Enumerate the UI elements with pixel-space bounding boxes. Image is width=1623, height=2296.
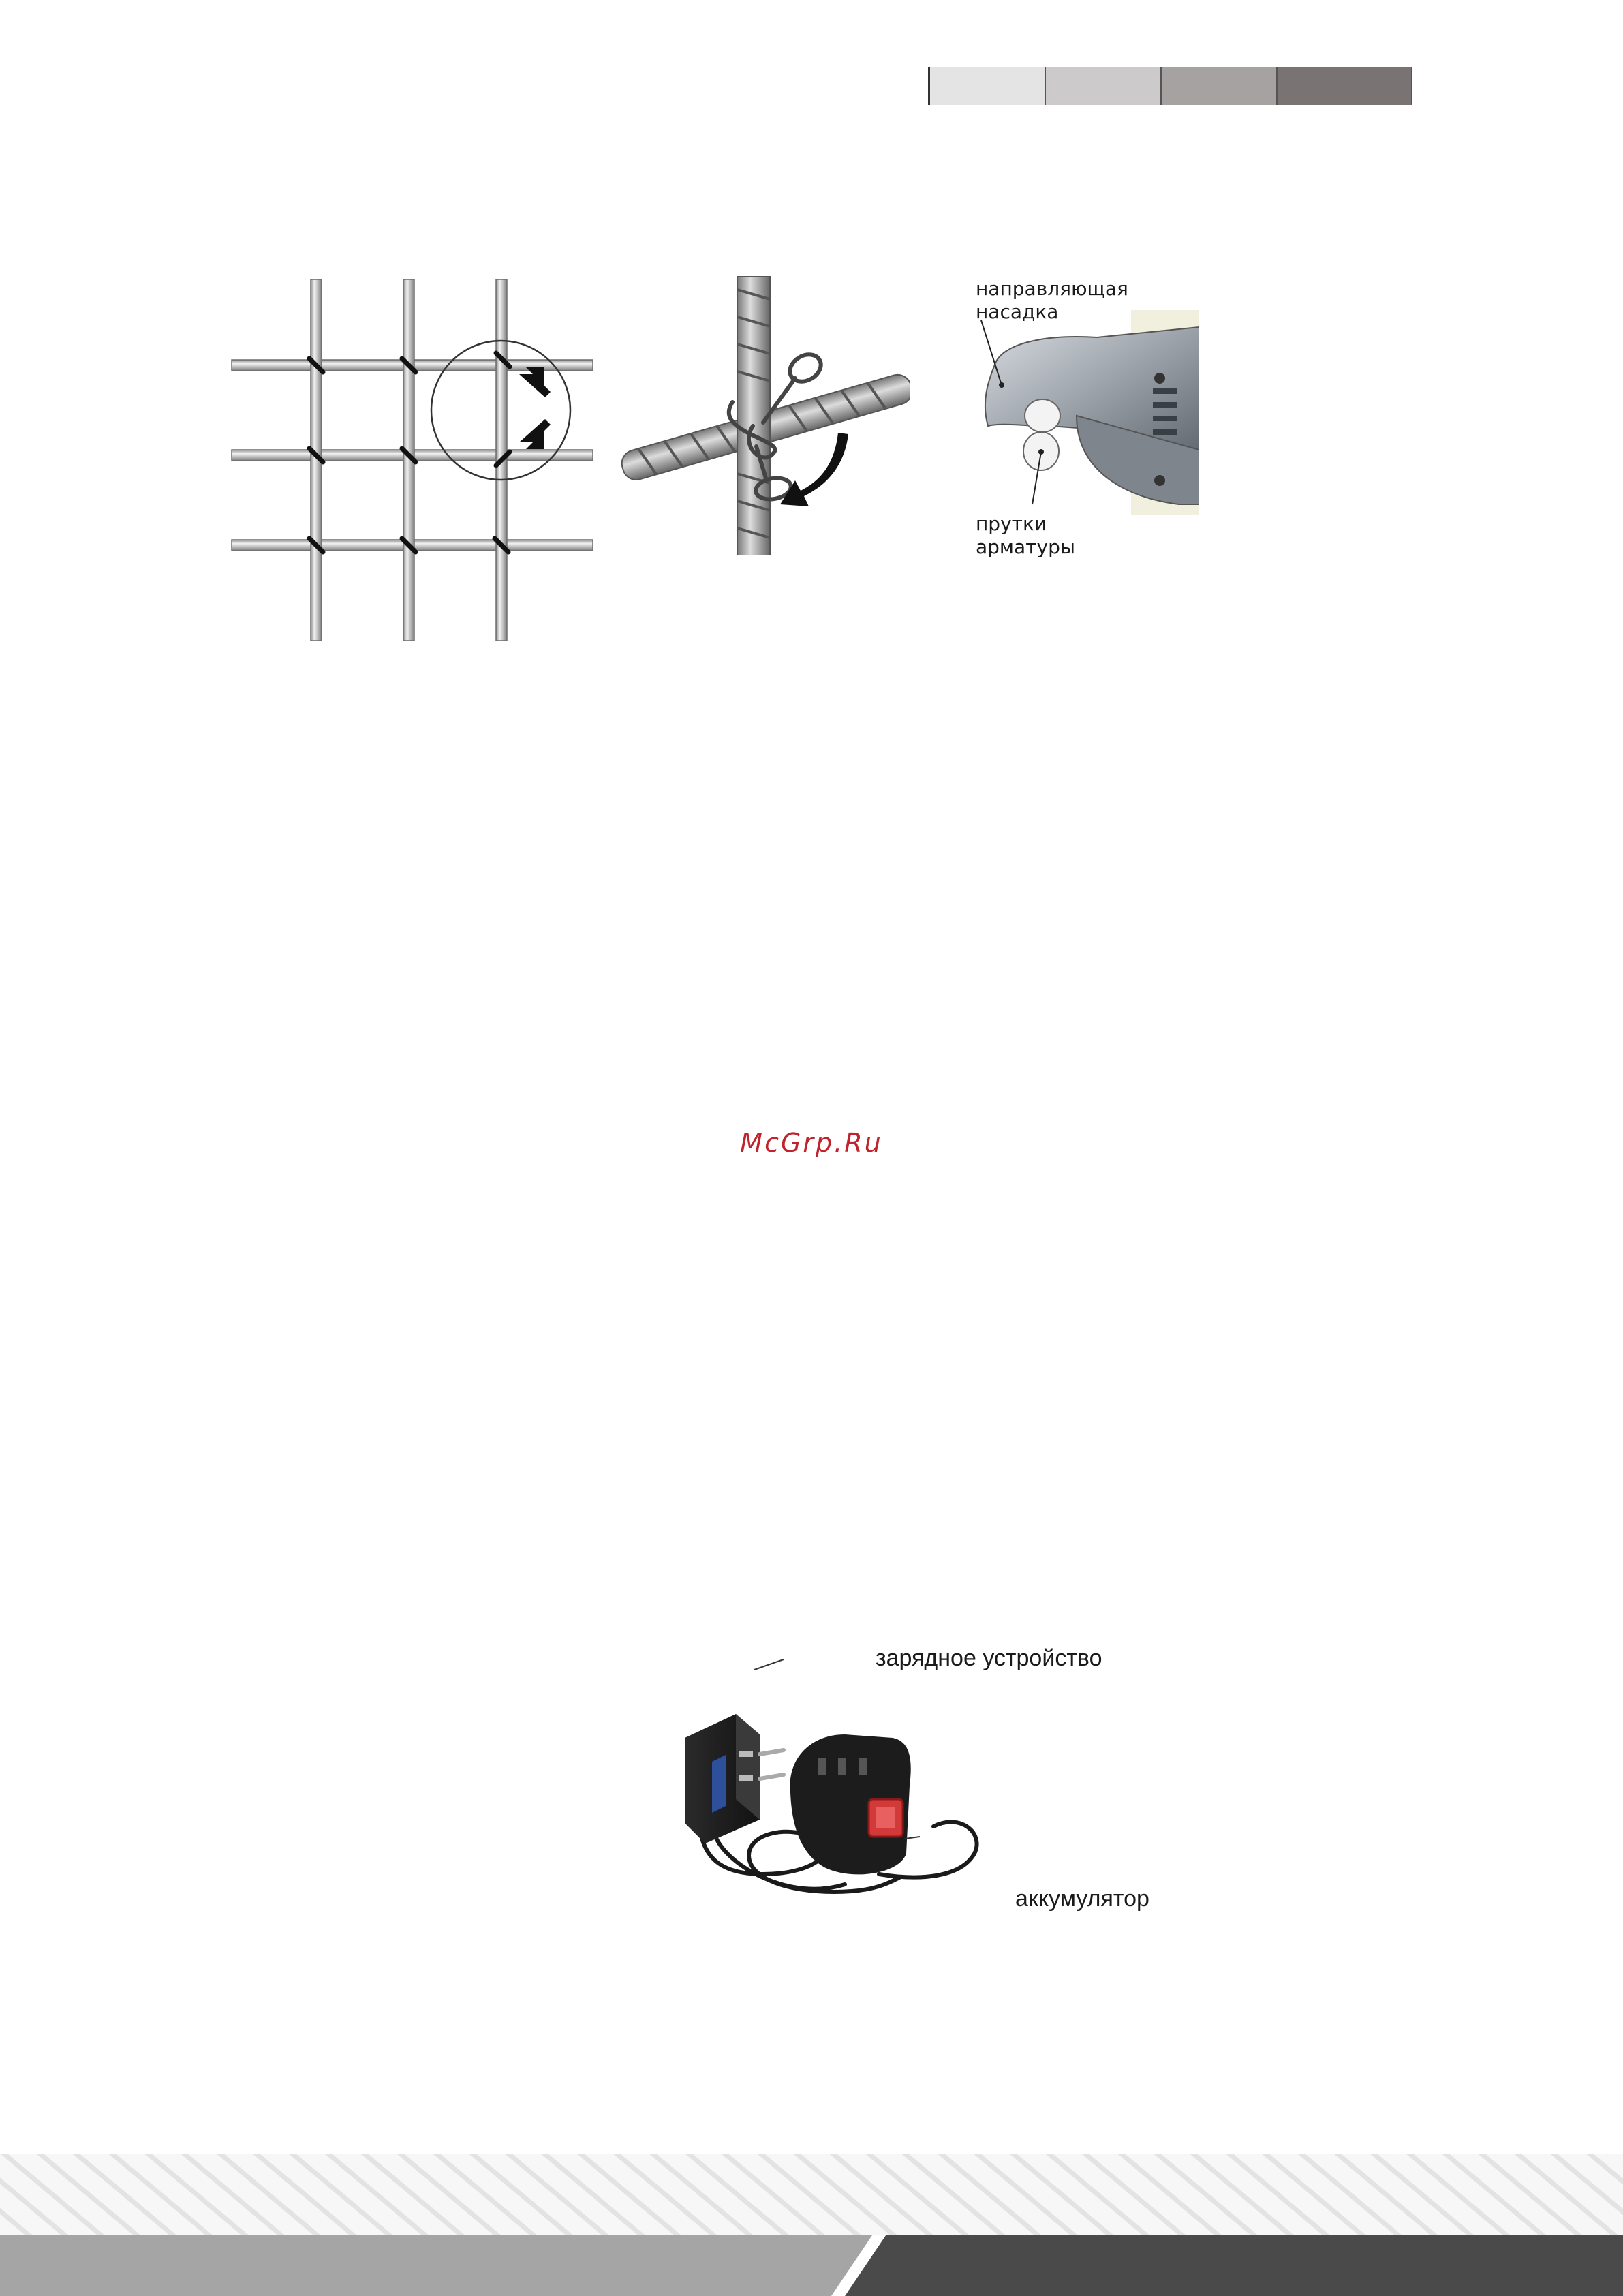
header-tab-2 <box>1046 67 1162 105</box>
rebar-section-circles <box>1023 399 1060 470</box>
rebar-grid-diagram <box>225 276 593 644</box>
footer-band <box>0 2154 1623 2296</box>
label-rebar-rods: прутки арматуры <box>976 512 1075 558</box>
footer-dark-band <box>845 2235 1623 2296</box>
label-battery: аккумулятор <box>1015 1886 1149 1912</box>
header-tab-4 <box>1278 67 1412 105</box>
footer-hatch-pattern <box>0 2154 1623 2235</box>
header-color-tabs <box>928 67 1412 105</box>
vertical-rebar <box>737 276 770 555</box>
label-guide-nozzle: направляющая насадка <box>976 277 1128 323</box>
tool-nozzle-photo <box>961 300 1199 515</box>
charger-body <box>685 1714 784 1843</box>
charger-and-battery-photo <box>675 1649 995 1949</box>
battery-pack <box>790 1734 911 1874</box>
label-charger: зарядное устройство <box>876 1645 1102 1671</box>
header-tab-3 <box>1162 67 1278 105</box>
rebar-wire-tie-diagram <box>617 276 910 555</box>
header-tab-1 <box>930 67 1046 105</box>
inset-arrows <box>519 367 551 449</box>
rotation-arrow-icon <box>780 433 848 506</box>
watermark: McGrp.Ru <box>740 1128 883 1158</box>
